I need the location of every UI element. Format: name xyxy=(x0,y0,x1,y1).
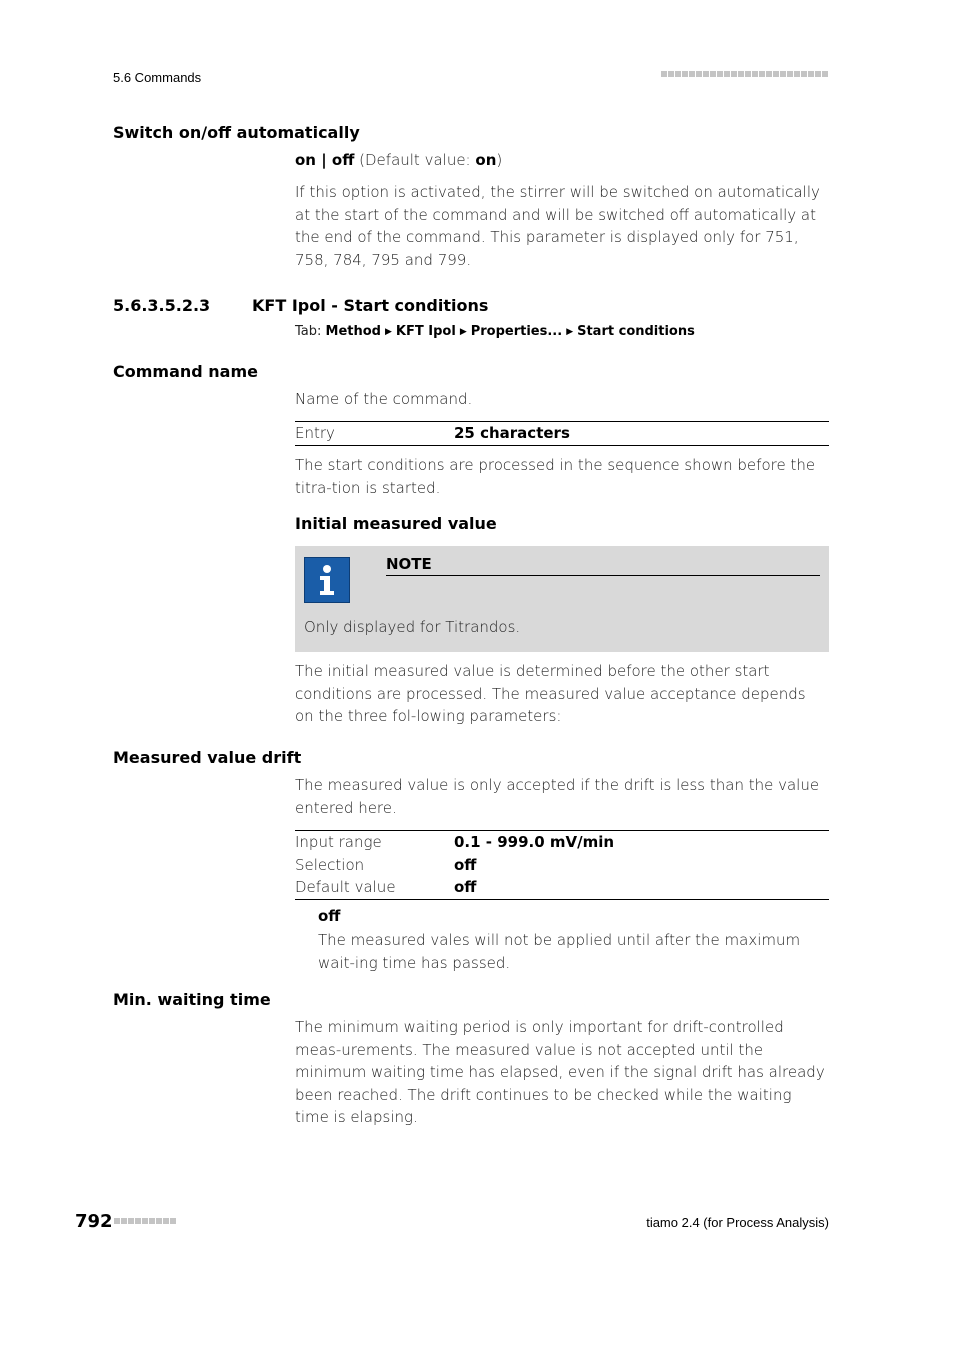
table-row xyxy=(295,854,829,877)
header-decoration-dots xyxy=(661,71,829,90)
running-header-section: 5.6 Commands xyxy=(113,70,202,85)
drift-label: Measured value drift xyxy=(113,748,302,767)
info-icon xyxy=(304,557,350,603)
command-name-description: Name of the command. xyxy=(295,390,473,408)
command-name-label: Command name xyxy=(113,362,258,381)
page-number: 792 xyxy=(75,1211,113,1232)
path-method: Method xyxy=(325,324,381,339)
param-value: 0.1 - 999.0 mV/min xyxy=(454,833,615,851)
switch-auto-description: If this option is activated, the stirrer will be switched on automatically at the start of the command and will be switched off automatically at the end of the command. This parameter is displayed only for 751, 758, 784, 795 and 799. xyxy=(295,183,820,269)
tab-path xyxy=(295,324,695,339)
default-suffix: ) xyxy=(496,151,503,169)
note-title: NOTE xyxy=(386,555,820,576)
start-conditions-text: The start conditions are processed in the sequence shown before the titra-tion is started. xyxy=(295,456,816,497)
default-value: on xyxy=(475,151,497,169)
drift-option-name: off xyxy=(318,907,341,925)
tab-prefix: Tab: xyxy=(295,324,326,339)
path-start-conditions: Start conditions xyxy=(577,324,695,339)
switch-auto-values xyxy=(295,149,829,172)
drift-option-text: The measured vales will not be applied until after the maximum wait-ing time has passed. xyxy=(318,931,801,972)
table-row xyxy=(295,422,829,446)
initial-value-description: The initial measured value is determined before the other start conditions are processed. The measured value acceptance depends on the three fol-lowing parameters: xyxy=(295,662,806,725)
section-number: 5.6.3.5.2.3 xyxy=(113,296,211,315)
table-row xyxy=(295,831,829,854)
path-arrow-icon: ▶ xyxy=(566,327,574,337)
default-prefix: (Default value: xyxy=(354,151,476,169)
command-name-table xyxy=(295,421,829,446)
drift-description: The measured value is only accepted if the drift is less than the value entered here. xyxy=(295,776,820,817)
table-row xyxy=(295,876,829,899)
path-arrow-icon: ▶ xyxy=(385,327,392,337)
value-on: on xyxy=(295,151,316,169)
param-key: Selection xyxy=(295,855,365,874)
param-key: Input range xyxy=(295,833,382,851)
min-wait-description: The minimum waiting period is only important for drift-controlled meas-urements. The measured value is not accepted until the minimum waiting time has elapsed, even if the signal drift has already been reached. The drift continues to be checked while the waiting time is elapsing. xyxy=(295,1018,825,1126)
footer-product: tiamo 2.4 (for Process Analysis) xyxy=(646,1215,829,1230)
value-separator: | xyxy=(315,151,332,169)
section-title: KFT Ipol - Start conditions xyxy=(252,296,489,315)
note-text: Only displayed for Titrandos. xyxy=(304,618,521,636)
drift-table xyxy=(295,830,829,900)
value-off: off xyxy=(331,151,355,169)
param-value: off xyxy=(454,855,477,874)
path-properties: Properties... xyxy=(470,324,563,339)
path-arrow-icon: ▶ xyxy=(459,327,467,337)
param-value: 25 characters xyxy=(454,424,570,442)
footer-decoration-dots xyxy=(114,1218,177,1237)
param-key: Default value xyxy=(295,878,396,896)
param-value: off xyxy=(454,878,477,896)
param-key: Entry xyxy=(295,424,335,442)
min-wait-label: Min. waiting time xyxy=(113,990,271,1009)
switch-auto-label: Switch on/off automatically xyxy=(113,123,360,142)
initial-value-heading: Initial measured value xyxy=(295,514,497,533)
path-kft-ipol: KFT Ipol xyxy=(395,324,456,339)
